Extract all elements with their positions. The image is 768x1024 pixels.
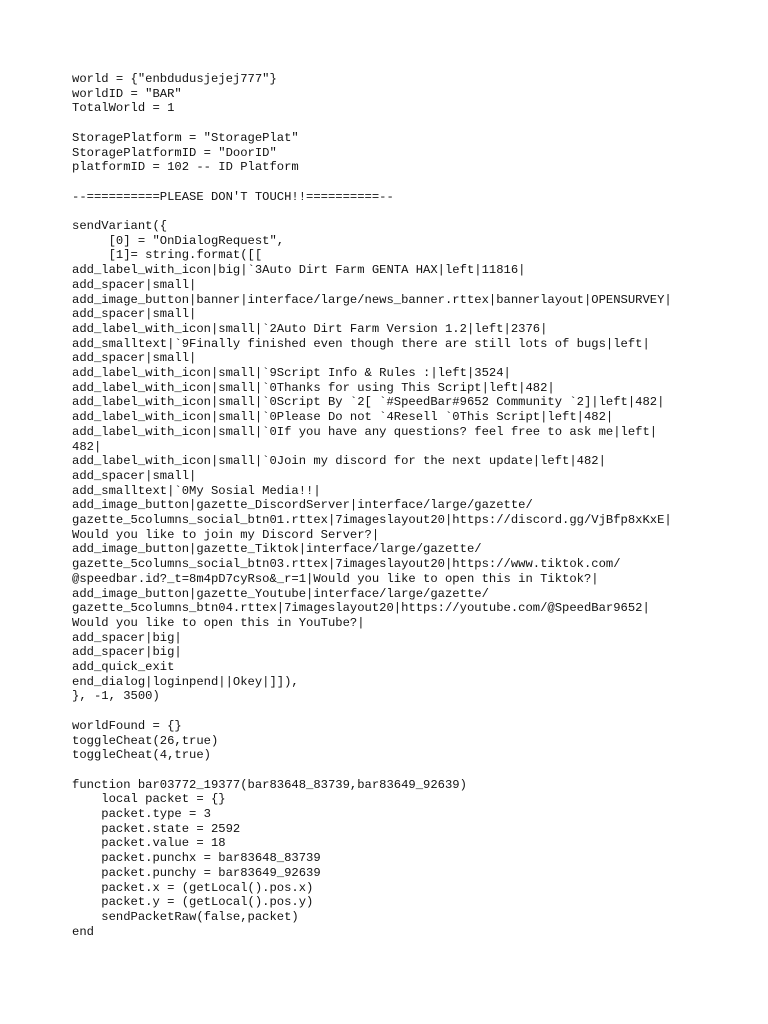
code-line: packet.type = 3 <box>72 807 211 822</box>
code-line: [0] = "OnDialogRequest", <box>72 233 285 248</box>
code-line <box>72 116 712 131</box>
code-line: gazette_5columns_btn04.rttex|7imageslayout20|https://youtube.com/@SpeedBar9652| <box>72 601 650 616</box>
code-line: TotalWorld = 1 <box>72 101 175 116</box>
code-line <box>72 704 712 719</box>
code-line: add_quick_exit <box>72 660 175 675</box>
code-line: 482| <box>72 439 102 454</box>
code-line: packet.punchy = bar83649_92639 <box>72 865 321 880</box>
code-line: add_spacer|small| <box>72 307 197 322</box>
code-line: StoragePlatformID = "DoorID" <box>72 145 277 160</box>
code-line: add_spacer|big| <box>72 645 182 660</box>
code-line: StoragePlatform = "StoragePlat" <box>72 130 299 145</box>
code-block <box>72 72 712 939</box>
code-line: add_spacer|small| <box>72 351 197 366</box>
code-line: sendPacketRaw(false,packet) <box>72 910 299 924</box>
code-line: add_label_with_icon|small|`0Join my discord for the next update|left|482| <box>72 454 606 469</box>
code-line: }, -1, 3500) <box>72 689 160 704</box>
code-line: Would you like to join my Discord Server?| <box>72 527 380 542</box>
code-line: add_label_with_icon|small|`0If you have any questions? feel free to ask me|left| <box>72 424 658 439</box>
code-line: @speedbar.id?_t=8m4pD7cyRso&_r=1|Would you like to open this in Tiktok?| <box>72 571 599 586</box>
code-line: add_image_button|gazette_DiscordServer|interface/large/gazette/ <box>72 498 533 513</box>
code-line: platformID = 102 -- ID Platform <box>72 160 299 175</box>
code-line: packet.x = (getLocal().pos.x) <box>72 880 314 895</box>
code-line <box>72 175 712 190</box>
code-line: add_label_with_icon|small|`2Auto Dirt Farm Version 1.2|left|2376| <box>72 321 548 336</box>
code-line: gazette_5columns_social_btn01.rttex|7imageslayout20|https://discord.gg/VjBfp8xKxE| <box>72 513 672 528</box>
code-line: [1]= string.format([[ <box>72 248 263 263</box>
code-line: end <box>72 924 94 939</box>
code-line: toggleCheat(26,true) <box>72 733 219 748</box>
code-line: add_label_with_icon|big|`3Auto Dirt Farm GENTA HAX|left|11816| <box>72 263 526 278</box>
code-line: local packet = {} <box>72 792 226 807</box>
code-line: add_label_with_icon|small|`9Script Info & Rules :|left|3524| <box>72 366 511 381</box>
code-line: worldID = "BAR" <box>72 86 182 101</box>
code-line: sendVariant({ <box>72 218 168 233</box>
code-line: packet.y = (getLocal().pos.y) <box>72 895 314 910</box>
code-line: end_dialog|loginpend||Okey|]]), <box>72 674 299 689</box>
code-line: add_label_with_icon|small|`0Please Do not `4Resell `0This Script|left|482| <box>72 410 614 425</box>
code-line: add_spacer|big| <box>72 630 182 645</box>
code-line: packet.punchx = bar83648_83739 <box>72 851 321 866</box>
code-line: Would you like to open this in YouTube?| <box>72 615 365 630</box>
code-line: packet.state = 2592 <box>72 821 241 836</box>
code-line <box>72 204 712 219</box>
code-line: add_image_button|gazette_Youtube|interface/large/gazette/ <box>72 586 489 601</box>
code-line: add_smalltext|`0My Sosial Media!!| <box>72 483 321 498</box>
code-line: add_label_with_icon|small|`0Script By `2[ `#SpeedBar#9652 Community `2]|left|482| <box>72 395 665 410</box>
code-line: --==========PLEASE DON'T TOUCH!!==========-- <box>72 189 394 204</box>
code-line: worldFound = {} <box>72 718 182 733</box>
code-line: packet.value = 18 <box>72 836 226 851</box>
code-line: add_image_button|gazette_Tiktok|interface/large/gazette/ <box>72 542 482 557</box>
code-line: add_label_with_icon|small|`0Thanks for using This Script|left|482| <box>72 380 555 395</box>
code-line: world = {"enbdudusjejej777"} <box>72 72 277 86</box>
code-line <box>72 763 712 778</box>
code-line: add_smalltext|`9Finally finished even though there are still lots of bugs|left| <box>72 336 650 351</box>
code-line: toggleCheat(4,true) <box>72 748 211 763</box>
code-line: add_spacer|small| <box>72 277 197 292</box>
code-line: function bar03772_19377(bar83648_83739,bar83649_92639) <box>72 777 467 792</box>
code-line: add_image_button|banner|interface/large/news_banner.rttex|bannerlayout|OPENSURVEY| <box>72 292 672 307</box>
code-line: gazette_5columns_social_btn03.rttex|7imageslayout20|https://www.tiktok.com/ <box>72 557 621 572</box>
code-line: add_spacer|small| <box>72 468 197 483</box>
